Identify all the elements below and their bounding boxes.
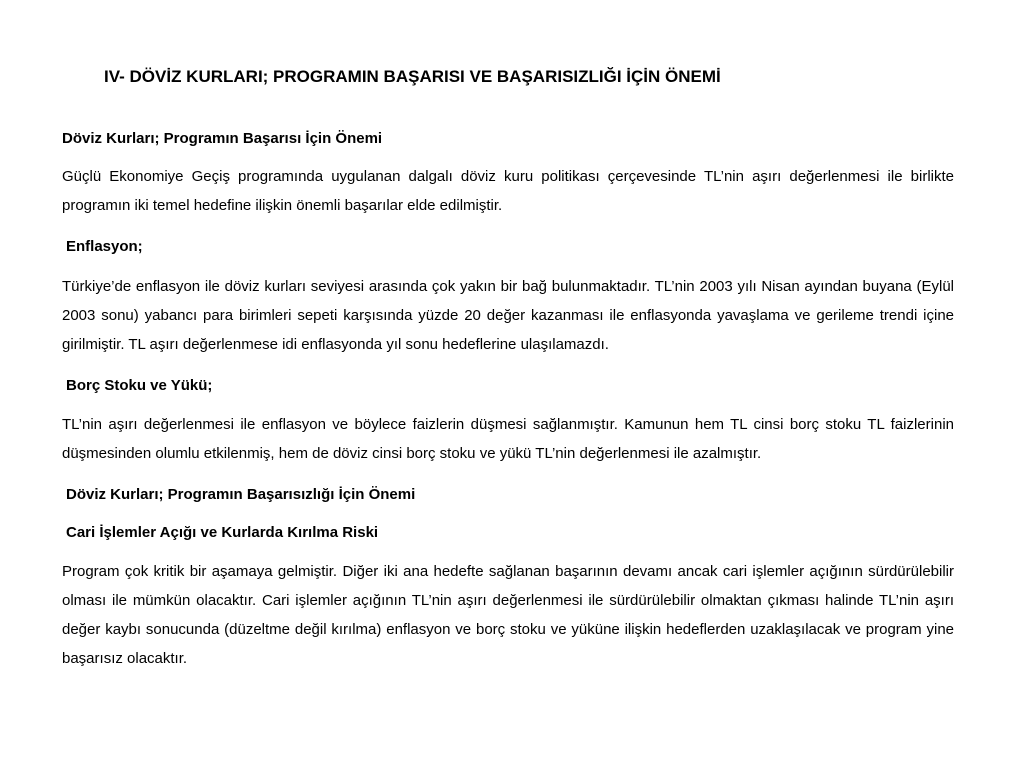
debt-paragraph: TL’nin aşırı değerlenmesi ile enflasyon ve böylece faizlerin düşmesi sağlanmıştır. Kamunun hem TL cinsi borç stoku TL faizlerinin düşmesinden olumlu etkilenmiş, hem de döviz cinsi borç stoku ve yükü TL’nin değerlenmesi ile azalmıştır. [62, 416, 954, 462]
inflation-paragraph: Türkiye’de enflasyon ile döviz kurları seviyesi arasında çok yakın bir bağ bulunmaktadır. TL’nin 2003 yılı Nisan ayından buyana (Eylül 2003 sonu) yabancı para birimleri sepeti karşısında yüzde 20 değer kazanması ile enflasyonda yavaşlama ve gerileme trendi içine girilmiştir. TL aşırı değerlenmese idi enflasyonda yıl sonu hedeflerine ulaşılamazdı. [62, 278, 954, 353]
current-account-paragraph: Program çok kritik bir aşamaya gelmiştir. Diğer iki ana hedefte sağlanan başarının devamı ancak cari işlemler açığının sürdürülebilir olması ile mümkün olacaktır. Cari işlemler açığının TL’nin aşırı değerlenmesi ile sürdürülebilir olmaktan çıkması halinde TL’nin aşırı değer kaybı sonucunda (düzeltme değil kırılma) enflasyon ve borç stoku ve yüküne ilişkin hedeflerden uzaklaşılacak ve program yine başarısız olacaktır. [62, 563, 954, 667]
current-account-heading: Cari İşlemler Açığı ve Kurlarda Kırılma Riski [66, 524, 379, 541]
debt-heading: Borç Stoku ve Yükü; [66, 377, 213, 394]
slide-title: IV- DÖVİZ KURLARI; PROGRAMIN BAŞARISI VE BAŞARISIZLIĞI İÇİN ÖNEMİ [104, 67, 721, 86]
inflation-heading: Enflasyon; [66, 238, 143, 255]
intro-paragraph: Güçlü Ekonomiye Geçiş programında uygulanan dalgalı döviz kuru politikası çerçevesinde TL’nin aşırı değerlenmesi ile birlikte programın iki temel hedefine ilişkin önemli başarılar elde edilmiştir. [62, 168, 954, 214]
slide-body [62, 129, 954, 673]
success-importance-heading: Döviz Kurları; Programın Başarısı İçin Önemi [62, 130, 383, 147]
failure-importance-heading: Döviz Kurları; Programın Başarısızlığı İçin Önemi [66, 486, 416, 503]
